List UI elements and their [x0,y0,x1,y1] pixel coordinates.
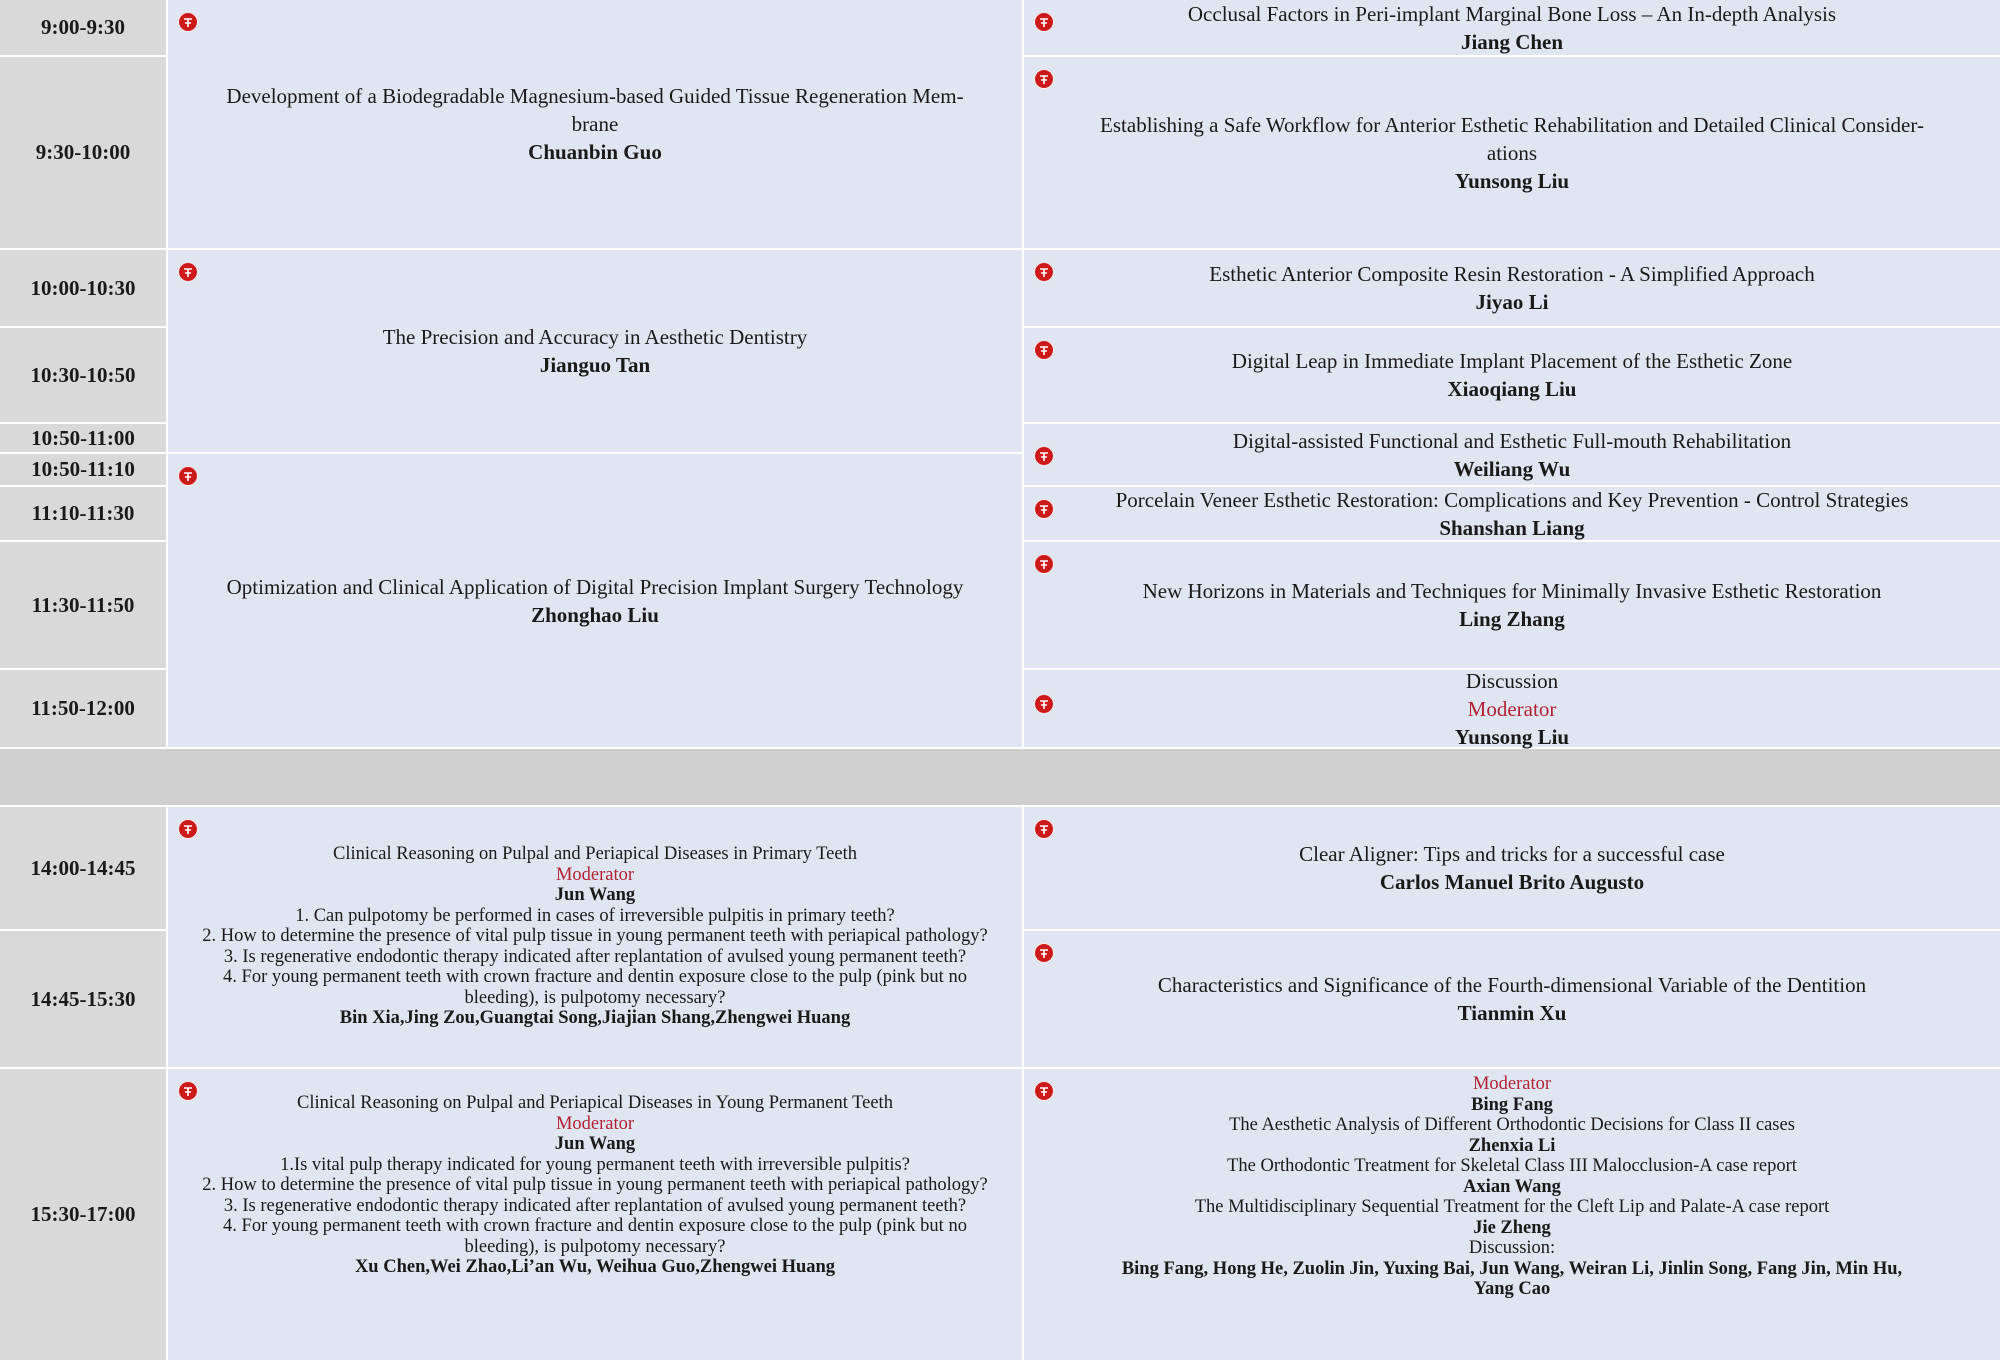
session-title-cont: brane [571,112,619,136]
question-item: 2. How to determine the presence of vital pulp tissue in young permanent teeth with periapical pathology? [202,1175,988,1195]
panel-names: Bing Fang, Hong He, Zuolin Jin, Yuxing Bai, Jun Wang, Weiran Li, Jinlin Song, Fang Jin, Min Hu, [1121,1258,1903,1279]
time-slot: 15:30-17:00 [0,1069,166,1360]
session-speaker: Ling Zhang [1459,607,1565,631]
time-slot: 9:30-10:00 [0,57,166,248]
session-speaker: Jie Zheng [1473,1217,1551,1238]
session-title: Digital-assisted Functional and Esthetic Full-mouth Rehabilitation [1232,428,1792,453]
moderator-label: Moderator [555,864,635,885]
session-speaker: Yunsong Liu [1454,168,1570,193]
session-cell [168,454,1022,747]
logo-icon [178,262,198,282]
session-cell [1024,670,2000,747]
session-title: Discussion [1465,668,1559,693]
session-title: Characteristics and Significance of the Fourth-dimensional Variable of the Dentition [1157,973,1867,997]
session-title: New Horizons in Materials and Techniques for Minimally Invasive Esthetic Restoration [1142,579,1882,603]
time-slot: 11:10-11:30 [0,487,166,540]
logo-icon [178,1081,198,1101]
time-slot: 9:00-9:30 [0,0,166,55]
session-cell [1024,1069,2000,1360]
moderator-name: Bing Fang [1471,1094,1553,1115]
session-title: Clear Aligner: Tips and tricks for a successful case [1299,842,1725,866]
session-title-cont: ations [1486,140,1538,165]
logo-icon [1034,1081,1054,1101]
logo-icon [1034,943,1054,963]
session-speaker: Jiyao Li [1475,290,1549,314]
session-cell [168,1069,1022,1360]
time-slot: 11:30-11:50 [0,542,166,668]
time-slot: 14:45-15:30 [0,931,166,1067]
question-item-cont: bleeding), is pulpotomy necessary? [464,987,726,1008]
logo-icon [1034,262,1054,282]
session-speaker: Tianmin Xu [1457,1001,1567,1025]
session-speaker: Yunsong Liu [1454,724,1570,749]
session-speaker: Axian Wang [1463,1176,1561,1197]
session-title: Clinical Reasoning on Pulpal and Periapical Diseases in Primary Teeth [333,844,857,864]
session-cell [168,807,1022,1067]
session-cell [1024,487,2000,540]
time-slot: 10:00-10:30 [0,250,166,326]
session-speaker: Shanshan Liang [1439,515,1585,540]
session-title: The Orthodontic Treatment for Skeletal Class III Malocclusion-A case report [1227,1156,1797,1176]
session-cell [1024,424,2000,485]
session-title: Digital Leap in Immediate Implant Placement of the Esthetic Zone [1231,349,1793,373]
time-slot: 10:50-11:00 [0,424,166,452]
session-speaker: Carlos Manuel Brito Augusto [1379,870,1645,894]
session-title: The Aesthetic Analysis of Different Orthodontic Decisions for Class II cases [1229,1115,1795,1135]
session-cell [1024,250,2000,326]
session-speaker: Weiliang Wu [1453,456,1571,481]
session-cell [1024,931,2000,1067]
panel-names-cont: Yang Cao [1473,1279,1551,1299]
question-item: 2. How to determine the presence of vital pulp tissue in young permanent teeth with periapical pathology? [202,926,988,946]
logo-icon [1034,499,1054,519]
session-title: The Precision and Accuracy in Aesthetic Dentistry [382,325,808,349]
moderator-label: Moderator [1472,1074,1552,1094]
logo-icon [1034,340,1054,360]
moderator-name: Jun Wang [554,1134,636,1154]
session-cell [168,0,1022,248]
time-slot: 11:50-12:00 [0,670,166,747]
session-speaker: Zhenxia Li [1468,1135,1556,1156]
moderator-label: Moderator [555,1113,635,1134]
session-speaker: Xiaoqiang Liu [1447,377,1577,401]
moderator-name: Jun Wang [554,885,636,905]
session-title: Establishing a Safe Workflow for Anterior Esthetic Rehabilitation and Detailed Clinical Consider- [1100,112,1924,137]
session-cell [168,250,1022,452]
time-slot: 14:00-14:45 [0,807,166,929]
session-title: Development of a Biodegradable Magnesium-based Guided Tissue Regeneration Mem- [226,84,964,108]
break-band [0,749,2000,805]
time-slot: 10:30-10:50 [0,328,166,422]
logo-icon [178,466,198,486]
discussion-label: Discussion: [1468,1238,1556,1258]
session-speaker: Jianguo Tan [539,353,651,377]
question-item-cont: bleeding), is pulpotomy necessary? [464,1236,726,1257]
session-speaker: Zhonghao Liu [531,602,659,627]
question-item: 3. Is regenerative endodontic therapy indicated after replantation of avulsed young permanent teeth? [223,1195,967,1216]
logo-icon [1034,694,1054,714]
question-item: 4. For young permanent teeth with crown fracture and dentin exposure close to the pulp (pink but no [223,1216,967,1236]
logo-icon [1034,819,1054,839]
session-speaker: Jiang Chen [1460,29,1564,54]
session-cell [1024,328,2000,422]
logo-icon [1034,446,1054,466]
session-title: Optimization and Clinical Application of Digital Precision Implant Surgery Technology [226,574,964,599]
session-title: Occlusal Factors in Peri-implant Marginal Bone Loss – An In-depth Analysis [1187,1,1837,26]
session-title: The Multidisciplinary Sequential Treatment for the Cleft Lip and Palate-A case report [1194,1197,1830,1217]
logo-icon [1034,12,1054,32]
logo-icon [1034,69,1054,89]
question-item: 3. Is regenerative endodontic therapy indicated after replantation of avulsed young permanent teeth? [223,946,967,967]
session-cell [1024,57,2000,248]
panel-names: Xu Chen,Wei Zhao,Li’an Wu, Weihua Guo,Zhengwei Huang [354,1257,836,1277]
session-speaker: Chuanbin Guo [528,140,662,164]
logo-icon [178,12,198,32]
session-cell [1024,807,2000,929]
session-cell [1024,0,2000,55]
question-item: 4. For young permanent teeth with crown fracture and dentin exposure close to the pulp (pink but no [223,967,967,987]
time-slot: 10:50-11:10 [0,454,166,485]
logo-icon [1034,554,1054,574]
session-title: Clinical Reasoning on Pulpal and Periapical Diseases in Young Permanent Teeth [297,1093,893,1113]
panel-names: Bin Xia,Jing Zou,Guangtai Song,Jiajian Shang,Zhengwei Huang [339,1008,851,1028]
question-item: 1. Can pulpotomy be performed in cases of irreversible pulpitis in primary teeth? [295,905,895,926]
question-item: 1.Is vital pulp therapy indicated for young permanent teeth with irreversible pulpitis? [280,1154,910,1175]
session-title: Esthetic Anterior Composite Resin Restoration - A Simplified Approach [1209,262,1815,286]
session-title: Porcelain Veneer Esthetic Restoration: Complications and Key Prevention - Control Strategies [1115,487,1909,512]
moderator-label: Moderator [1467,696,1557,721]
session-cell [1024,542,2000,668]
logo-icon [178,819,198,839]
